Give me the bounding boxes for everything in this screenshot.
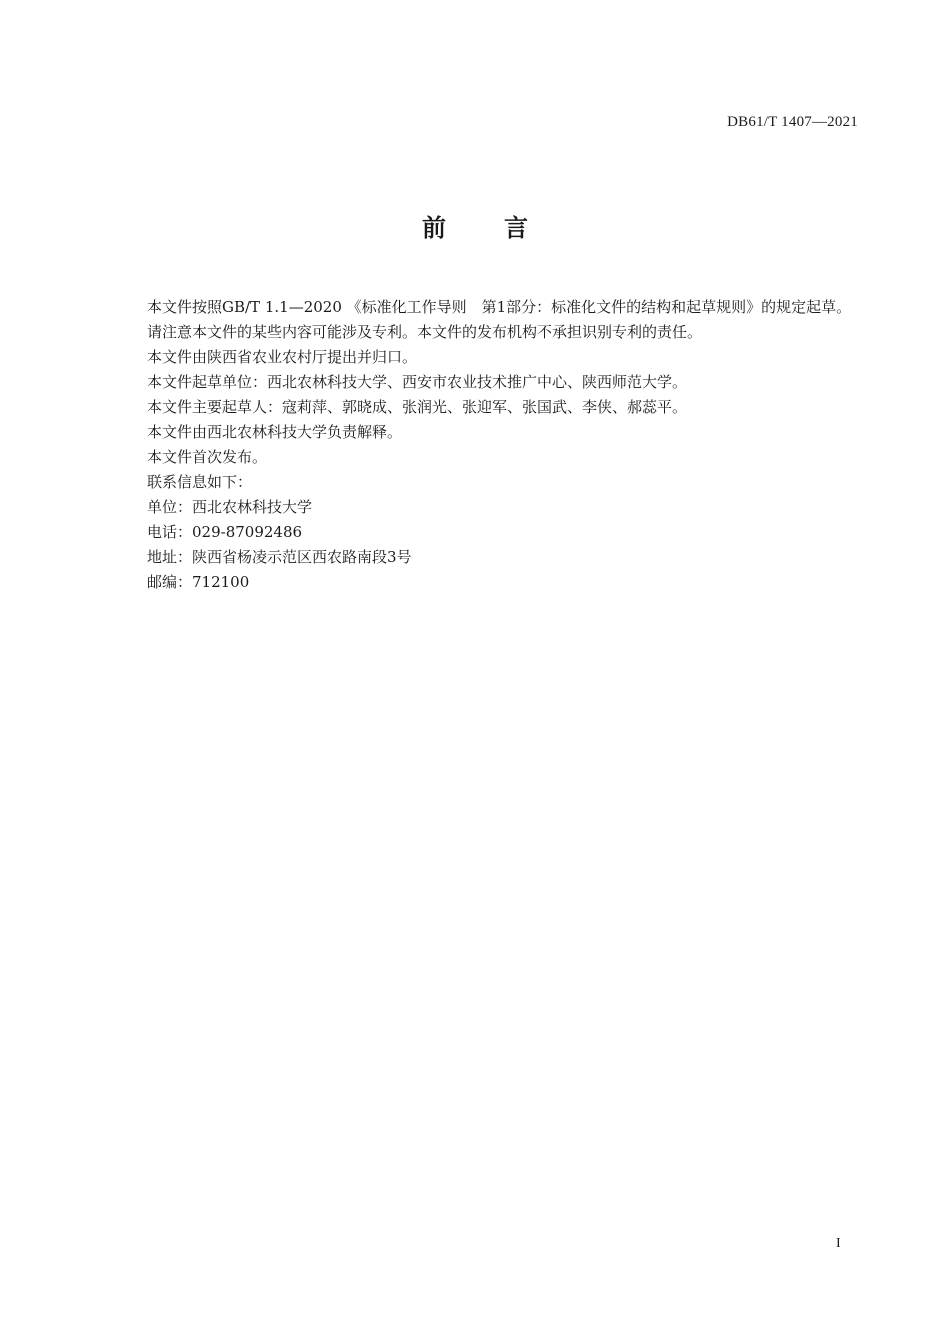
title-char-1: 前 (422, 214, 446, 242)
paragraph-drafting-units: 本文件起草单位：西北农林科技大学、西安市农业技术推广中心、陕西师范大学。 (147, 373, 688, 391)
contact-unit: 单位：西北农林科技大学 (147, 498, 313, 516)
paragraph-main-drafters: 本文件主要起草人：寇莉萍、郭晓成、张润光、张迎军、张国武、李侠、郝蕊平。 (147, 398, 688, 416)
paragraph-first-release: 本文件首次发布。 (147, 448, 268, 466)
page-title (0, 208, 950, 243)
title-char-2: 言 (504, 214, 528, 242)
paragraph-patent-notice: 请注意本文件的某些内容可能涉及专利。本文件的发布机构不承担识别专利的责任。 (147, 323, 703, 341)
foreword-body (114, 295, 861, 595)
paragraph-contact-heading: 联系信息如下： (147, 473, 253, 491)
paragraph-interpretation: 本文件由西北农林科技大学负责解释。 (147, 423, 403, 441)
contact-phone: 电话：029-87092486 (147, 523, 303, 541)
paragraph-proposer: 本文件由陕西省农业农村厅提出并归口。 (147, 348, 418, 366)
document-code: DB61/T 1407—2021 (727, 114, 858, 130)
contact-address: 地址：陕西省杨凌示范区西农路南段3号 (147, 548, 412, 566)
contact-postcode: 邮编：712100 (147, 573, 250, 591)
paragraph-drafting-basis: 本文件按照GB/T 1.1—2020 《标准化工作导则 第1部分：标准化文件的结构和起草规则》的规定起草。 (147, 298, 852, 316)
page-number: I (836, 1236, 841, 1251)
